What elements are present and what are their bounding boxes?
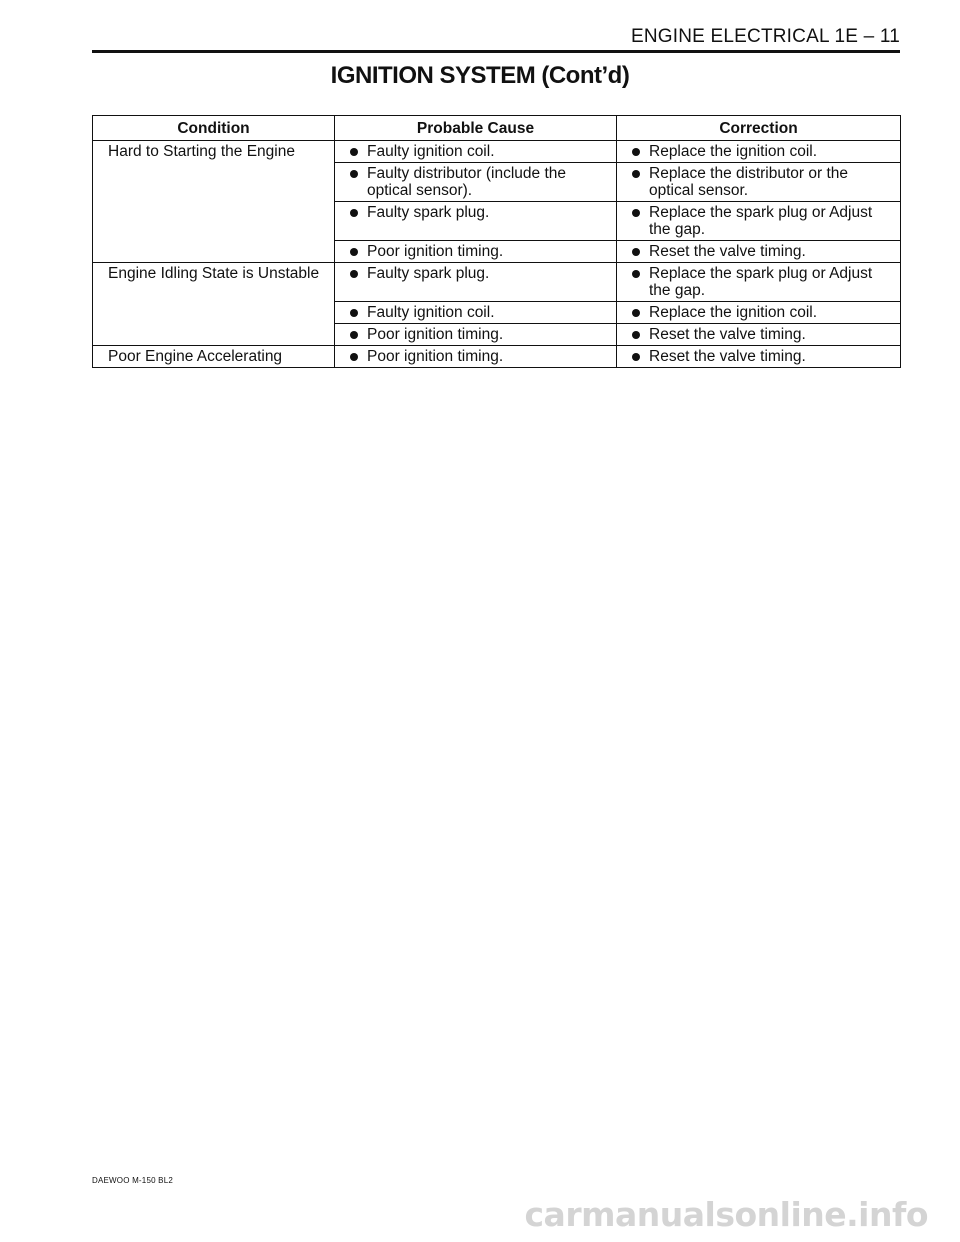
- correction-text: Replace the spark plug or Adjust the gap.: [649, 204, 873, 238]
- section-label: ENGINE ELECTRICAL 1E – 11: [631, 26, 900, 47]
- correction-cell: [617, 346, 901, 368]
- footer-code: DAEWOO M-150 BL2: [92, 1176, 174, 1185]
- cause-text: Faulty ignition coil.: [367, 304, 495, 321]
- correction-cell: [617, 263, 901, 302]
- cause-cell: [335, 241, 617, 263]
- table-row: [93, 141, 901, 163]
- cause-text: Faulty spark plug.: [367, 204, 490, 221]
- cause-text: Faulty distributor (include the optical sensor).: [367, 165, 567, 199]
- table-row: [93, 263, 901, 302]
- cause-text: Faulty spark plug.: [367, 265, 490, 282]
- correction-text: Replace the distributor or the optical sensor.: [649, 165, 849, 199]
- condition-cell: Hard to Starting the Engine: [93, 141, 335, 263]
- bullet-icon: [350, 331, 358, 339]
- cause-text: Poor ignition timing.: [367, 326, 504, 343]
- correction-cell: [617, 324, 901, 346]
- diagnosis-table: [92, 115, 901, 368]
- cause-text: Faulty ignition coil.: [367, 143, 495, 160]
- table-header-row: [93, 116, 901, 141]
- condition-cell: Engine Idling State is Unstable: [93, 263, 335, 346]
- page-title: IGNITION SYSTEM (Cont’d): [330, 62, 630, 89]
- correction-text: Replace the ignition coil.: [649, 143, 818, 160]
- cause-cell: [335, 263, 617, 302]
- cause-cell: [335, 346, 617, 368]
- page-header: [92, 26, 900, 53]
- cause-cell: [335, 302, 617, 324]
- bullet-icon: [350, 170, 358, 178]
- column-header-correction: Correction: [617, 116, 901, 141]
- bullet-icon: [632, 248, 640, 256]
- watermark: carmanualsonline.info: [524, 1195, 928, 1234]
- bullet-icon: [632, 353, 640, 361]
- column-header-cause: Probable Cause: [335, 116, 617, 141]
- condition-cell: Poor Engine Accelerating: [93, 346, 335, 368]
- correction-cell: [617, 141, 901, 163]
- bullet-icon: [632, 331, 640, 339]
- bullet-icon: [632, 270, 640, 278]
- bullet-icon: [350, 248, 358, 256]
- cause-cell: [335, 141, 617, 163]
- correction-text: Replace the spark plug or Adjust the gap.: [649, 265, 873, 299]
- correction-text: Reset the valve timing.: [649, 348, 806, 365]
- bullet-icon: [632, 309, 640, 317]
- bullet-icon: [632, 209, 640, 217]
- correction-text: Reset the valve timing.: [649, 243, 806, 260]
- bullet-icon: [350, 270, 358, 278]
- cause-cell: [335, 163, 617, 202]
- correction-cell: [617, 302, 901, 324]
- correction-cell: [617, 163, 901, 202]
- bullet-icon: [632, 170, 640, 178]
- cause-cell: [335, 202, 617, 241]
- correction-cell: [617, 202, 901, 241]
- bullet-icon: [350, 209, 358, 217]
- cause-text: Poor ignition timing.: [367, 243, 504, 260]
- cause-cell: [335, 324, 617, 346]
- cause-text: Poor ignition timing.: [367, 348, 504, 365]
- column-header-condition: Condition: [93, 116, 335, 141]
- bullet-icon: [632, 148, 640, 156]
- bullet-icon: [350, 148, 358, 156]
- bullet-icon: [350, 353, 358, 361]
- correction-text: Replace the ignition coil.: [649, 304, 818, 321]
- table-row: [93, 346, 901, 368]
- bullet-icon: [350, 309, 358, 317]
- correction-text: Reset the valve timing.: [649, 326, 806, 343]
- correction-cell: [617, 241, 901, 263]
